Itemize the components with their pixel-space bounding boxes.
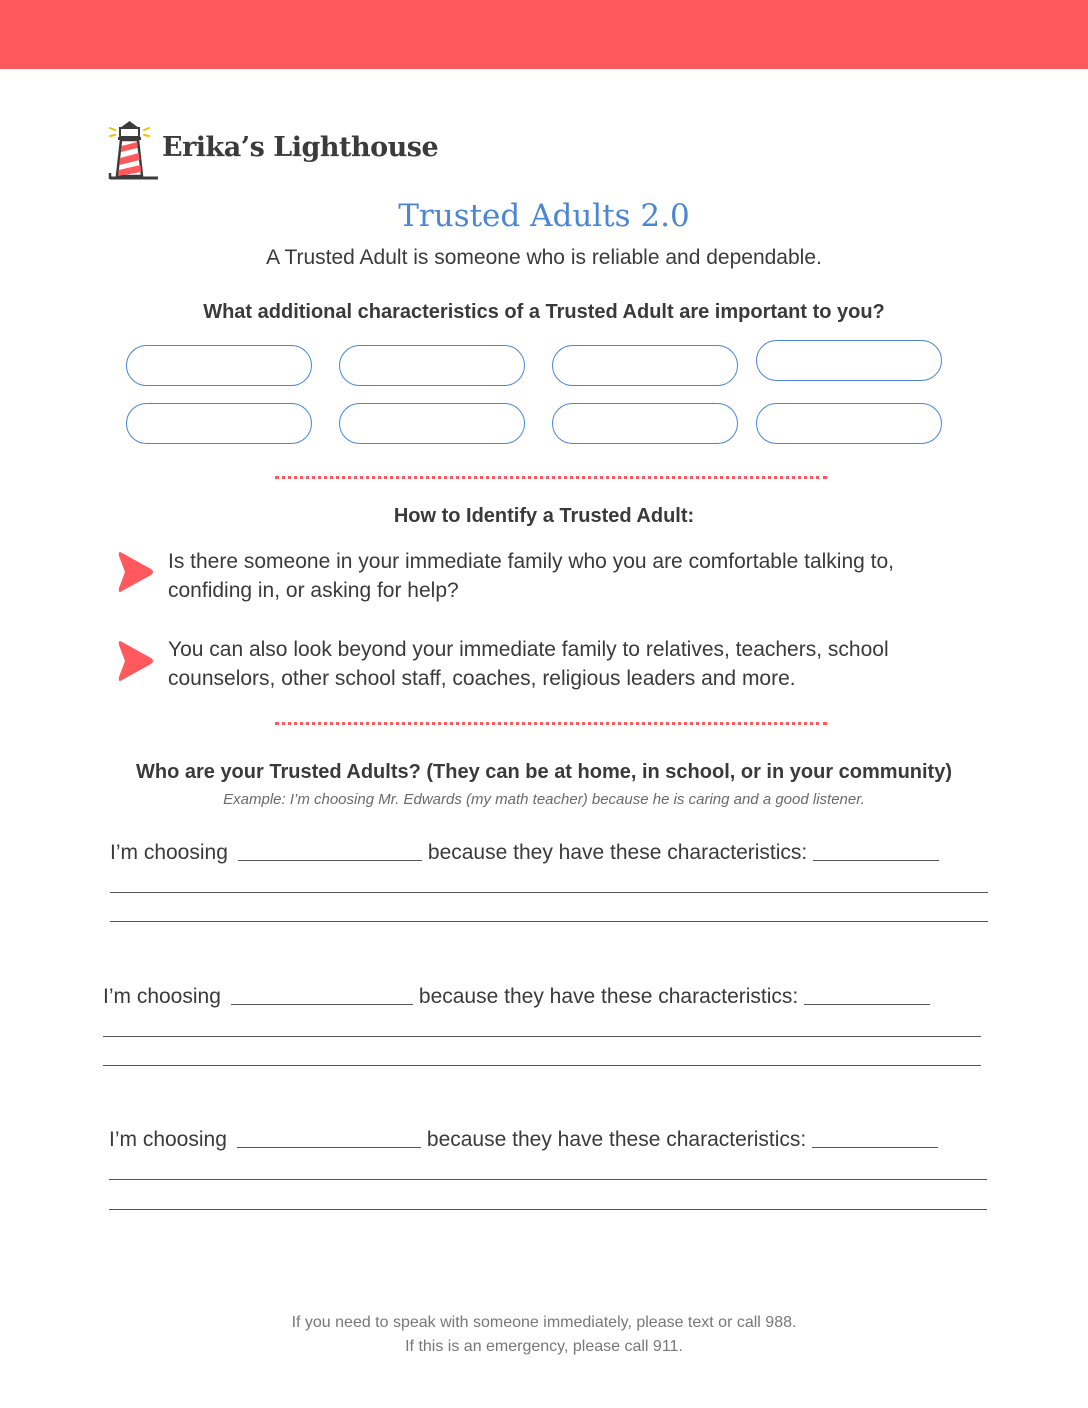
brand-name: Erika’s Lighthouse: [162, 132, 439, 163]
characteristic-box[interactable]: [552, 403, 738, 444]
answer-line[interactable]: [103, 1065, 981, 1066]
play-arrow-icon: [116, 550, 156, 594]
answer-line[interactable]: [109, 1209, 987, 1210]
bullet-1-line-2: confiding in, or asking for help?: [168, 579, 459, 602]
choosing-prefix: I’m choosing: [103, 985, 221, 1008]
bullet-1-line-1: Is there someone in your immediate family who you are comfortable talking to,: [168, 550, 895, 573]
characteristic-box[interactable]: [552, 345, 738, 386]
choosing-line: [103, 984, 936, 1009]
characteristic-box[interactable]: [756, 403, 942, 444]
dotted-divider: [275, 476, 827, 479]
bullet-2-line-1: You can also look beyond your immediate family to relatives, teachers, school: [168, 638, 889, 661]
characteristic-box[interactable]: [339, 403, 525, 444]
characteristic-box[interactable]: [339, 345, 525, 386]
dotted-divider: [275, 722, 827, 725]
play-arrow-icon: [116, 639, 156, 683]
footer-line-1: If you need to speak with someone immediately, please text or call 988.: [291, 1314, 797, 1331]
footer-line-2: If this is an emergency, please call 911.: [405, 1338, 683, 1355]
choosing-line: [110, 840, 945, 865]
header-band: [0, 0, 1088, 69]
identify-heading: How to Identify a Trusted Adult:: [393, 505, 695, 527]
page-subtitle: A Trusted Adult is someone who is reliable and dependable.: [266, 246, 822, 269]
answer-line[interactable]: [103, 1036, 981, 1037]
characteristics-blank[interactable]: [804, 984, 930, 1005]
footer: [0, 1311, 1088, 1359]
name-blank[interactable]: [231, 984, 413, 1005]
choosing-line: [109, 1127, 944, 1152]
answer-line[interactable]: [110, 892, 988, 893]
choosing-prefix: I’m choosing: [109, 1128, 227, 1151]
characteristics-blank[interactable]: [812, 1127, 938, 1148]
answer-line[interactable]: [109, 1179, 987, 1180]
identify-bullet-1: [168, 547, 1008, 605]
characteristic-box[interactable]: [126, 403, 312, 444]
identify-bullet-2: [168, 635, 1008, 693]
choosing-middle: because they have these characteristics:: [427, 841, 808, 864]
bullet-2-line-2: counselors, other school staff, coaches, religious leaders and more.: [168, 667, 796, 690]
characteristic-box[interactable]: [756, 340, 942, 381]
name-blank[interactable]: [238, 840, 422, 861]
characteristics-blank[interactable]: [813, 840, 939, 861]
characteristics-question: What additional characteristics of a Trusted Adult are important to you?: [203, 301, 885, 323]
answer-line[interactable]: [110, 921, 988, 922]
brand-logo: [106, 118, 439, 184]
page-title: Trusted Adults 2.0: [398, 198, 690, 234]
characteristic-box[interactable]: [126, 345, 312, 386]
choosing-middle: because they have these characteristics:: [418, 985, 799, 1008]
example-text: Example: I’m choosing Mr. Edwards (my math teacher) because he is caring and a good listener.: [223, 791, 865, 808]
lighthouse-icon: [106, 118, 162, 184]
name-blank[interactable]: [237, 1127, 421, 1148]
choosing-middle: because they have these characteristics:: [426, 1128, 807, 1151]
who-heading: Who are your Trusted Adults? (They can be at home, in school, or in your community): [135, 761, 952, 783]
choosing-prefix: I’m choosing: [110, 841, 228, 864]
